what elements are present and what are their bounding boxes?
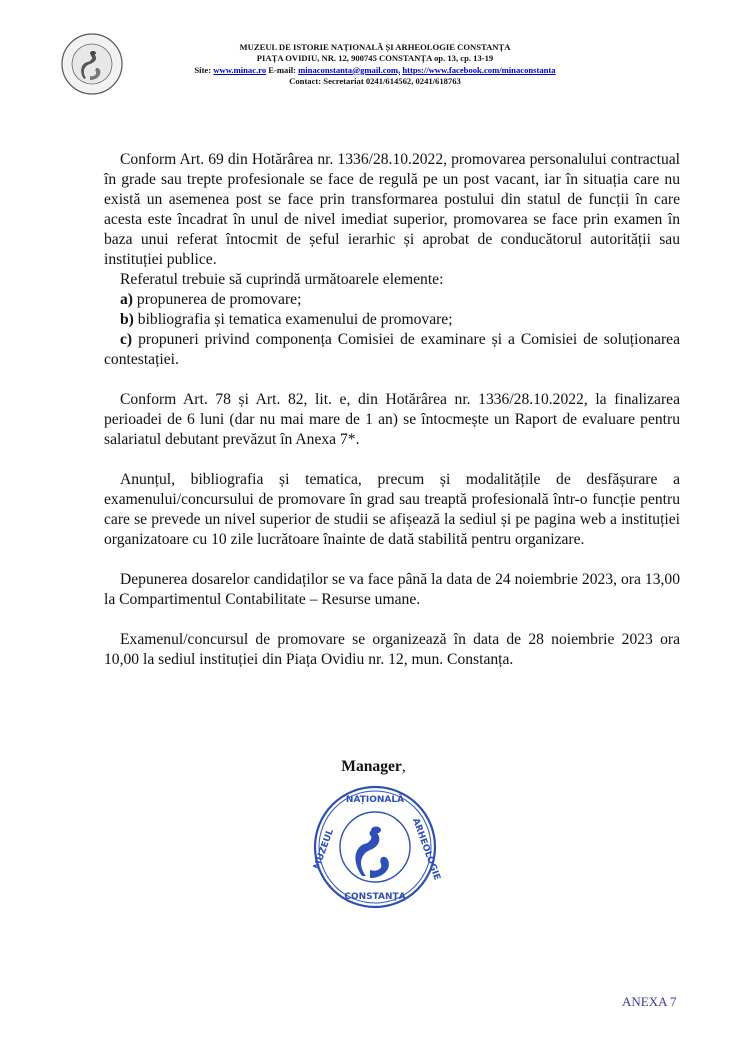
list-label-c: c) (120, 331, 133, 348)
list-label-b: b) (120, 311, 134, 328)
paragraph-referat: Referatul trebuie să cuprindă următoarele elemente: (120, 271, 444, 288)
paragraph-anunt: Anunțul, bibliografia și tematica, precum și modalitățile de desfășurare a examenului/concursului de promovare în grad sau treaptă profesională într-o funcție pentru care se prevede un nivel superior de studii se afișează la sediul și pe pagina web a instituției organizatoare cu 10 zile lucrătoare înainte de dată stabilită pentru organizare. (104, 471, 680, 548)
svg-text:MUZEUL: MUZEUL (312, 827, 336, 871)
email-link[interactable]: minaconstanta@gmail.com, (298, 64, 401, 75)
paragraph-examen: Examenul/concursul de promovare se organizează în data de 28 noiembrie 2023 ora 10,00 la sediul instituției din Piața Ovidiu nr. 12, mun. Constanța. (104, 631, 680, 668)
list-item-c (104, 330, 680, 370)
svg-text:ARHEOLOGIE: ARHEOLOGIE (410, 816, 442, 882)
manager-comma: , (401, 758, 406, 775)
site-label: Site: (194, 64, 212, 75)
list-label-a: a) (120, 291, 133, 308)
paragraph-depunere: Depunerea dosarelor candidaților se va face până la data de 24 noiembrie 2023, ora 13,00 la Compartimentul Contabilitate – Resurse umane. (104, 571, 680, 608)
letterhead (60, 32, 700, 98)
list-text-b: bibliografia și tematica examenului de promovare; (133, 311, 453, 328)
paragraph-art78: Conform Art. 78 și Art. 82, lit. e, din Hotărârea nr. 1336/28.10.2022, la finalizarea perioadei de 6 luni (dar nu mai mare de 1 an) se întocmește un Raport de evaluare pentru salariatul debutant prevăzut în Anexa 7*. (104, 391, 680, 448)
svg-text:NAȚIONALĂ: NAȚIONALĂ (345, 795, 405, 805)
document-body (104, 150, 680, 670)
institution-name: MUZEUL DE ISTORIE NAȚIONALĂ ȘI ARHEOLOGIE CONSTANȚA (239, 42, 511, 52)
paragraph-art69: Conform Art. 69 din Hotărârea nr. 1336/28.10.2022, promovarea personalului contractual în grade sau trepte profesionale se face de regulă pe un post vacant, iar în situația care nu există un asemenea post se face prin transformarea postului din statul de funcții în care acesta este încadrat în unul de nivel imediat superior, promovarea se face prin examen în baza unui referat întocmit de șeful ierarhic și aprobat de conducătorul autorității sau instituției publice. (104, 151, 680, 268)
list-item-a (104, 290, 680, 310)
list-text-a: propunerea de promovare; (133, 291, 302, 308)
museum-logo-icon (60, 32, 124, 96)
manager-title: Manager (341, 758, 402, 775)
web-contact-line (140, 65, 610, 76)
museum-stamp-icon (312, 784, 442, 910)
facebook-link[interactable]: https://www.facebook.com/minaconstanta (402, 64, 556, 75)
signature-block (0, 758, 747, 776)
email-label: E-mail: (268, 64, 296, 75)
list-item-b (104, 310, 680, 330)
contact-phones: Contact: Secretariat 0241/614562, 0241/618763 (289, 76, 461, 87)
list-text-c: propuneri privind componența Comisiei de examinare și a Comisiei de soluționarea contestației. (104, 331, 680, 368)
site-link[interactable]: www.minac.ro (213, 64, 267, 75)
institution-address: PIAȚA OVIDIU, NR. 12, 900745 CONSTANȚA op. 13, cp. 13-19 (256, 53, 494, 64)
annex-label: ANEXA 7 (622, 994, 677, 1009)
svg-text:CONSTANȚA: CONSTANȚA (344, 892, 406, 902)
letterhead-text (140, 42, 610, 88)
